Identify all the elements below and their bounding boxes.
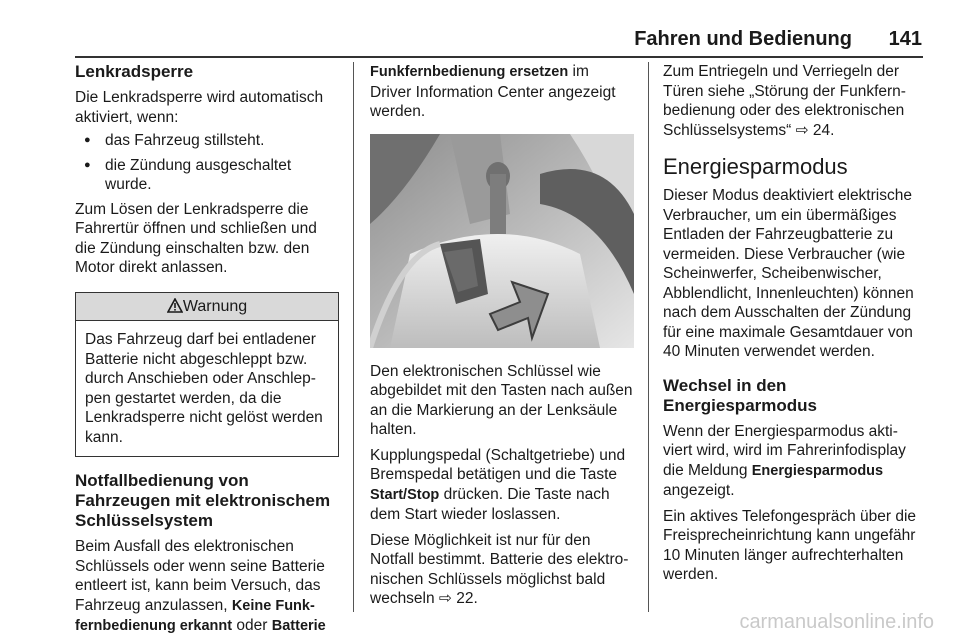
list-item: ● die Zündung ausgeschaltet wurde.	[75, 156, 339, 195]
header-rule	[75, 56, 923, 58]
paragraph: Zum Entriegeln und Verriegeln der Türen siehe „Störung der Funkfern-bedienung oder des elektronischen Schlüsselsystems“ ⇨ 24.	[663, 63, 906, 139]
bullet-list	[75, 131, 339, 195]
paragraph: Funkfernbedienung ersetzen im Driver Information Center angezeigt werden.	[370, 63, 616, 120]
page-header	[0, 24, 960, 54]
paragraph: Dieser Modus deaktiviert elektrische Verbraucher, um ein übermäßiges Entladen der Fahrzeugbatterie zu vermeiden. Diese Verbraucher (wie Scheinwerfer, Scheibenwischer, Abblendlicht, Innenleuchten) können nach dem Ausschalten der Zündung für eine maximale Gesamtdauer von 40 Minuten verwendet werden.	[663, 187, 914, 360]
watermark: carmanualsonline.info	[739, 611, 934, 633]
warning-header	[76, 293, 338, 322]
warning-box	[75, 292, 339, 458]
paragraph: Diese Möglichkeit ist nur für den Notfall bestimmt. Batterie des elektro-nischen Schlüssels möglichst bald wechseln ⇨ 22.	[370, 531, 629, 607]
heading-switch-energy-mode: Wechsel in den Energiesparmodus	[663, 375, 817, 415]
heading-steering-lock: Lenkradsperre	[75, 62, 194, 81]
paragraph: Den elektronischen Schlüssel wie abgebildet mit den Tasten nach außen an die Markierung an der Lenksäule halten.	[370, 362, 633, 438]
paragraph: Ein aktives Telefongespräch über die Freisprecheinrichtung kann ungefähr 10 Minuten länger aufrechterhalten werden.	[663, 507, 917, 583]
column-middle	[370, 62, 634, 609]
heading-energy-saving-mode: Energiesparmodus	[663, 154, 848, 179]
header-title: Fahren und Bedienung	[634, 28, 852, 50]
paragraph: Die Lenkradsperre wird automatisch aktiviert, wenn:	[75, 89, 324, 126]
column-right	[663, 62, 927, 585]
steering-column-photo	[370, 134, 634, 348]
paragraph: Beim Ausfall des elektronischen Schlüssels oder wenn seine Batterie entleert ist, kann beim Versuch, das Fahrzeug anzulassen, Keine Funk-fernbedienung erkannt oder Batterie	[75, 538, 326, 634]
paragraph: Wenn der Energiesparmodus akti-viert wird, wird im Fahrerinfodisplay die Meldung Energiesparmodus angezeigt.	[663, 422, 906, 499]
list-item: ● das Fahrzeug stillsteht.	[75, 131, 339, 151]
warning-triangle-icon	[167, 298, 183, 313]
page-number: 141	[888, 28, 922, 50]
warning-text: Das Fahrzeug darf bei entladener Batterie nicht abgeschleppt bzw. durch Anschieben oder Anschlep-pen gestartet werden, da die Lenkradsperre nicht gelöst werden kann.	[85, 331, 323, 446]
paragraph: Zum Lösen der Lenkradsperre die Fahrertür öffnen und schließen und die Zündung einschalten bzw. den Motor direkt anlassen.	[75, 200, 317, 276]
paragraph: Kupplungspedal (Schaltgetriebe) und Bremspedal betätigen und die Taste Start/Stop drücken. Die Taste nach dem Start wieder loslassen.	[370, 446, 626, 523]
column-left	[75, 62, 339, 637]
column-divider	[648, 62, 649, 612]
heading-emergency-operation: Notfallbedienung von Fahrzeugen mit elektronischem Schlüsselsystem	[75, 471, 331, 530]
column-divider	[353, 62, 354, 612]
warning-title: Warnung	[182, 297, 248, 315]
